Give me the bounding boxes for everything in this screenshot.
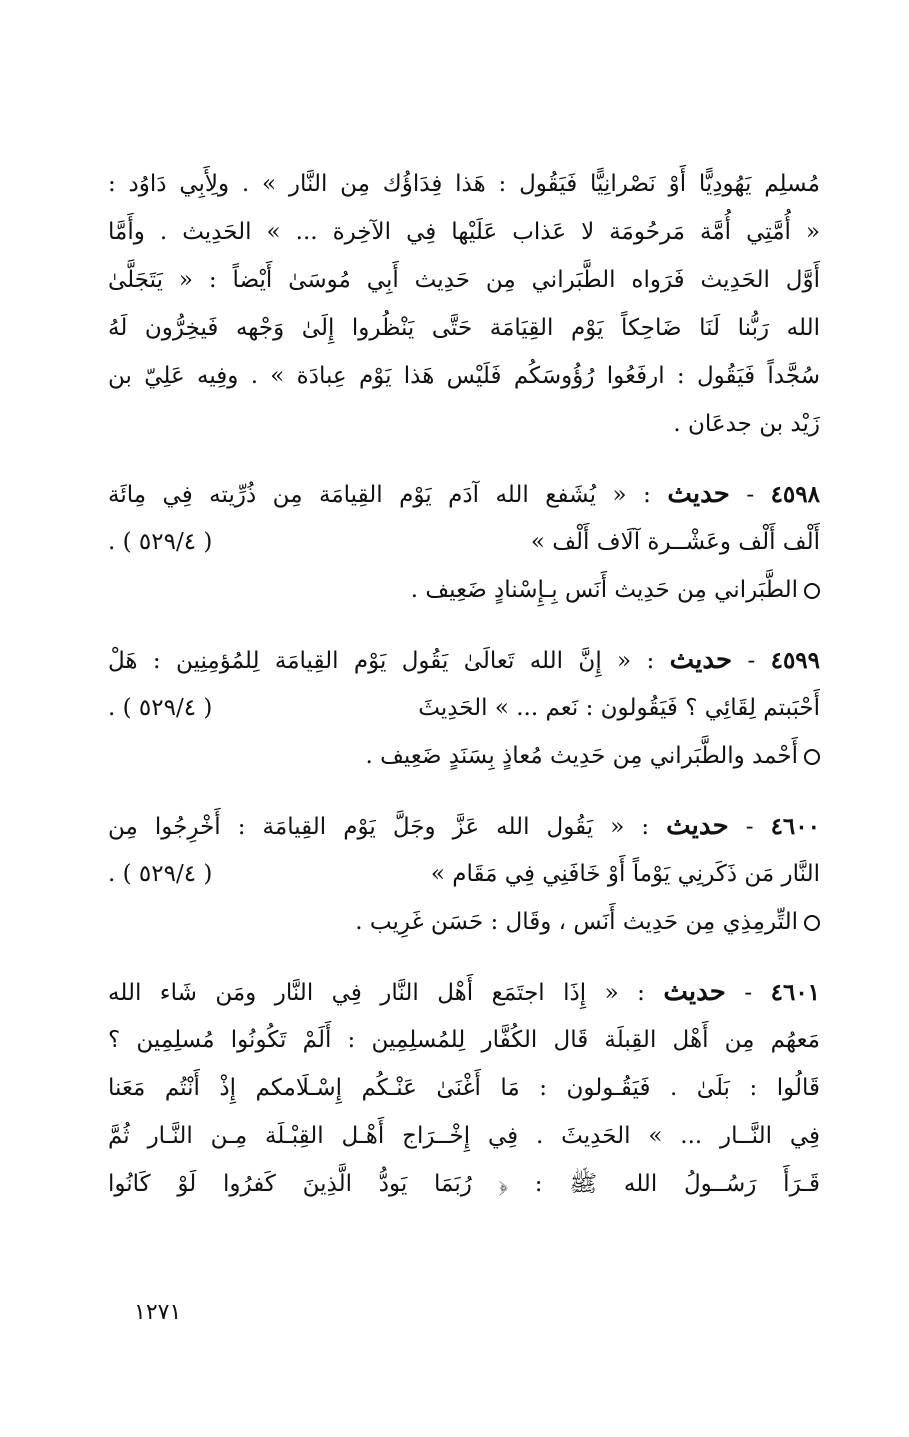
entry-head [108, 802, 820, 850]
intro-line-3: أَوَّل الحَدِيث فَرَواه الطَّبَراني مِن حَدِيث أَبِي مُوسَىٰ أَيْضاً : « يَتَجَلَّىٰ [108, 267, 820, 293]
entry-second-line [108, 518, 820, 566]
entry-dash: - [746, 482, 755, 508]
circle-bullet-icon [804, 915, 820, 931]
entry-text-line2: النَّار مَن ذَكَرنِي يَوْماً أَوْ خَافَنِي فِي مَقَام » [430, 861, 820, 887]
hadith-entry-4601 [108, 968, 820, 1208]
hadith-entry-4600 [108, 802, 820, 946]
entry-second-line [108, 850, 820, 898]
intro-line-2: « أُمَّتِي أُمَّة مَرحُومَة لا عَذاب عَلَيْها فِي الآخِرة ... » الحَدِيث . وأَمَّا [108, 219, 820, 245]
entry-dash: - [744, 980, 753, 1006]
entry-text-line2: أَلْف أَلْف وعَشْــرة آلَاف أَلْف » [530, 529, 820, 555]
intro-line-6: زَيْد بن جدعَان . [673, 411, 820, 437]
entry-text: : « يَقُول الله عَزَّ وجَلَّ يَوْم القِيامَة : أَخْرِجُوا مِن [108, 814, 650, 840]
hadith-entry-4599 [108, 636, 820, 780]
entry-source [108, 732, 820, 780]
entry-source-text: أَحْمد والطَّبَراني مِن حَدِيث مُعاذٍ بِسَنَدٍ ضَعِيف . [365, 743, 798, 769]
entry-source-text: التِّرمِذِي مِن حَدِيث أَنَس ، وقَال : حَسَن غَرِيب . [355, 909, 798, 935]
entry-dash: - [745, 814, 754, 840]
intro-paragraph [108, 160, 820, 448]
entry-head [108, 470, 820, 518]
intro-line-4: الله رَبُّنا لَنَا ضَاحِكاً يَوْم القِيَامَة حَتَّى يَنْظُروا إِلَىٰ وَجْهه فَيخِرُّون لَهُ [108, 315, 820, 341]
entry-source [108, 566, 820, 614]
entry-head [108, 636, 820, 684]
entry-number: ٤٥٩٨ [770, 481, 820, 508]
intro-line-1: مُسلِم يَهُودِيًّا أَوْ نَصْرانِيًّا فَيَقُول : هَذا فِدَاؤُك مِن النَّار » . ولِأَبِي دَاوُد : [108, 171, 820, 197]
entry-reference: ( ٥٢٩/٤ ) . [108, 529, 213, 555]
page-body [108, 160, 820, 1208]
entry-label: حديث [666, 811, 729, 841]
entry-continuation-line: قَـرَأَ رَسُــولُ الله ﷺ : ﴿ رُبَمَا يَودُّ الَّذِينَ كَفرُوا لَوْ كَانُوا [108, 1171, 820, 1197]
page-number: ١٢٧١ [134, 1300, 182, 1325]
entry-number: ٤٦٠١ [770, 979, 820, 1006]
entry-head [108, 968, 820, 1016]
entry-continuation-line: مَعهُم مِن أَهْل القِبلَة قَال الكُفَّار لِلمُسلِمِين : أَلَمْ تَكُونُوا مُسلِمِين ؟ [108, 1027, 820, 1053]
entry-continuation-line: قَالُوا : بَلَىٰ . فَيَقُـولون : مَا أَغْنَىٰ عَنْـكُم إِسْـلَامكم إِذْ أَنْتُم مَعَنا [108, 1075, 820, 1101]
entry-number: ٤٥٩٩ [770, 647, 820, 674]
entry-text: : « إِنَّ الله تَعالَىٰ يَقُول يَوْم القِيامَة لِلمُؤمِنِين : هَلْ [108, 648, 655, 674]
entry-reference: ( ٥٢٩/٤ ) . [108, 861, 213, 887]
entry-number: ٤٦٠٠ [770, 813, 820, 840]
circle-bullet-icon [804, 749, 820, 765]
entry-reference: ( ٥٢٩/٤ ) . [108, 695, 213, 721]
intro-line-5: سُجَّداً فَيَقُول : ارفَعُوا رُؤُوسَكُم فَلَيْس هَذا يَوْم عِبادَة » . وفِيه عَلِيّ بن [108, 363, 820, 389]
entry-label: حديث [669, 645, 733, 675]
entry-label: حديث [667, 479, 730, 509]
circle-bullet-icon [804, 583, 820, 599]
entry-source [108, 898, 820, 946]
entry-text: : « يُشَفع الله آدَم يَوْم القِيامَة مِن ذُرِّيته فِي مِائَة [108, 482, 651, 508]
entry-second-line [108, 684, 820, 732]
entry-continuation-line: فِي النَّــار ... » الحَدِيثَ . فِي إِخْــرَاج أَهْـل القِبْـلَة مِـن النَّـار ثُمَّ [108, 1123, 820, 1149]
entry-dash: - [747, 648, 756, 674]
entry-text: : « إِذَا اجتَمَع أَهْل النَّار فِي النَّار ومَن شَاء الله [108, 980, 645, 1006]
entry-text-line2: أَحْبَبتم لِقَائِي ؟ فَيَقُولون : نَعم ... » الحَدِيثَ [418, 695, 820, 721]
entry-source-text: الطَّبَراني مِن حَدِيث أَنَس بِـإِسْنادٍ ضَعِيف . [410, 577, 798, 603]
entry-label: حديث [663, 977, 726, 1007]
hadith-entry-4598 [108, 470, 820, 614]
